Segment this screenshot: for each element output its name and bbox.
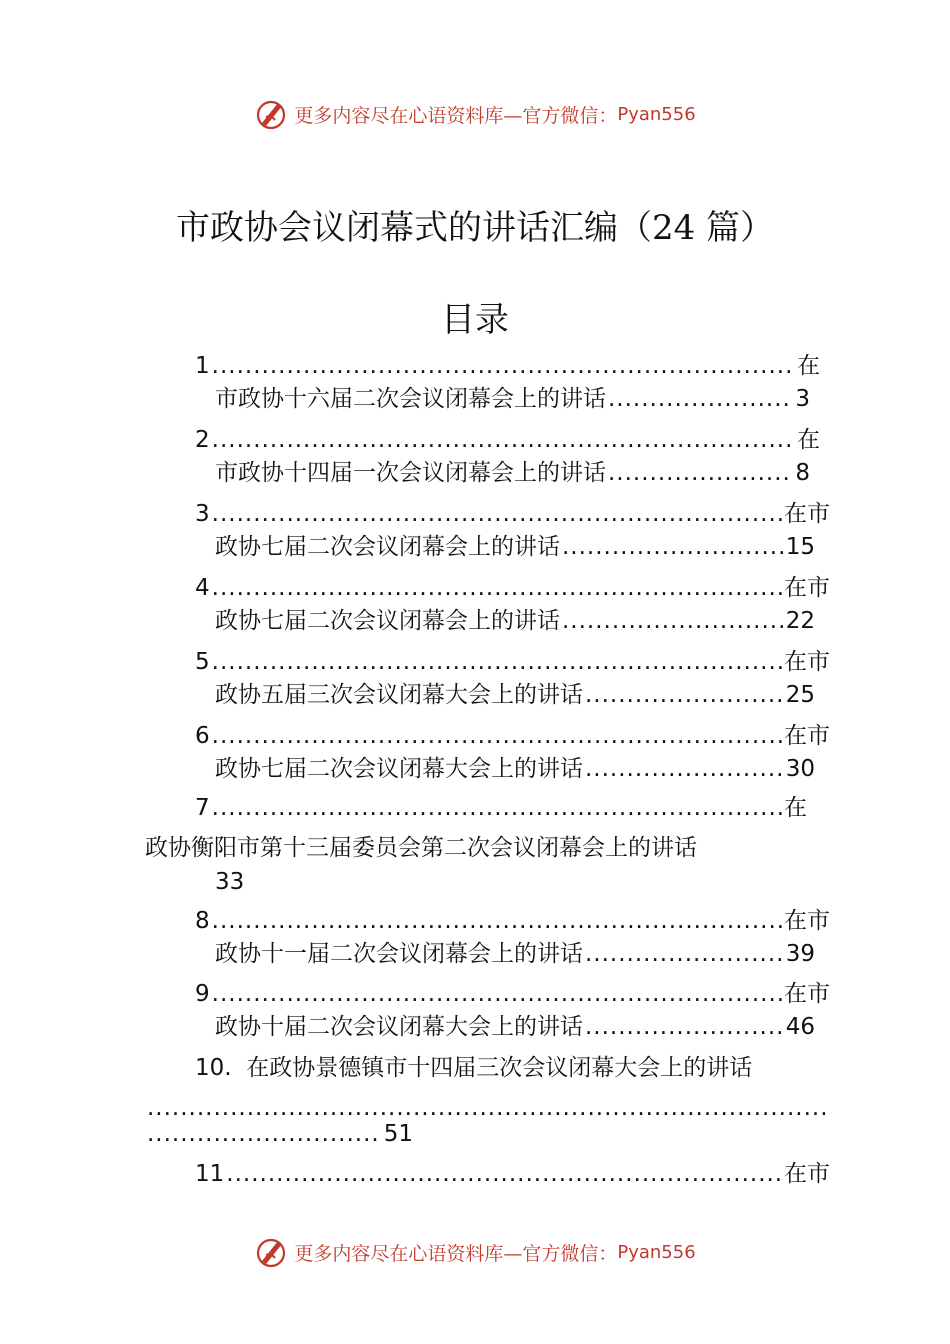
toc-lead: 在市	[784, 501, 830, 527]
dot-leader	[212, 792, 782, 824]
toc-number: 6	[195, 723, 210, 749]
toc-entry-11-line1[interactable]	[195, 1158, 830, 1190]
toc-entry-3-line1[interactable]	[195, 498, 830, 530]
toc-entry-3-line2[interactable]	[215, 531, 815, 563]
toc-entry-4-line2[interactable]	[215, 605, 815, 637]
toc-entry-7-line1[interactable]	[195, 792, 807, 824]
toc-lead: 在市	[784, 723, 830, 749]
dot-leader	[585, 753, 784, 785]
toc-lead: 在	[784, 795, 807, 821]
toc-heading: 目录	[441, 300, 509, 340]
toc-lead: 在市	[784, 575, 830, 601]
dot-leader	[212, 572, 782, 604]
toc-entry-2-line1[interactable]	[195, 424, 820, 456]
toc-entry-8-line1[interactable]	[195, 905, 830, 937]
document-title	[0, 200, 950, 249]
toc-entry-1-line2[interactable]	[215, 383, 810, 415]
toc-number: 3	[195, 501, 210, 527]
dot-leader	[608, 457, 793, 489]
footer-watermark	[0, 1232, 950, 1272]
toc-entry-1-line1[interactable]	[195, 350, 820, 382]
toc-page: 3	[795, 386, 810, 412]
toc-title: 市政协十六届二次会议闭幕会上的讲话	[215, 386, 606, 412]
toc-page: 8	[795, 460, 810, 486]
dot-leader	[212, 498, 782, 530]
toc-number: 5	[195, 649, 210, 675]
toc-lead: 在市	[784, 1161, 830, 1187]
dot-leader	[212, 350, 795, 382]
toc-entry-6-line1[interactable]	[195, 720, 830, 752]
dot-leader	[147, 1118, 382, 1150]
dot-leader	[562, 531, 784, 563]
toc-entry-2-line2[interactable]	[215, 457, 810, 489]
pen-seal-icon	[254, 1235, 288, 1269]
dot-leader	[585, 679, 784, 711]
toc-number: 4	[195, 575, 210, 601]
toc-title: 政协七届二次会议闭幕大会上的讲话	[215, 756, 583, 782]
pen-seal-icon	[254, 97, 288, 131]
title-count: 24	[651, 208, 696, 248]
toc-lead: 在	[797, 427, 820, 453]
toc-lead: 在市	[784, 908, 830, 934]
toc-entry-9-line1[interactable]	[195, 978, 830, 1010]
dot-leader	[585, 1011, 784, 1043]
toc-number: 10.	[195, 1055, 232, 1081]
title-main: 市政协会议闭幕式的讲话汇编（	[175, 208, 652, 248]
watermark-handle: Pyan556	[617, 1241, 696, 1263]
toc-title: 政协七届二次会议闭幕会上的讲话	[215, 534, 560, 560]
toc-lead: 在	[797, 353, 820, 379]
toc-entry-8-line2[interactable]	[215, 938, 815, 970]
toc-title: 政协七届二次会议闭幕会上的讲话	[215, 608, 560, 634]
dot-leader	[585, 938, 784, 970]
toc-number: 9	[195, 981, 210, 1007]
title-end: 篇）	[695, 208, 775, 248]
toc-lead: 在市	[784, 981, 830, 1007]
dot-leader	[562, 605, 784, 637]
toc-entry-5-line1[interactable]	[195, 646, 830, 678]
toc-title: 市政协十四届一次会议闭幕会上的讲话	[215, 460, 606, 486]
toc-entry-10-page-line[interactable]	[145, 1118, 413, 1150]
watermark-text: 更多内容尽在心语资料库—官方微信：	[294, 104, 618, 127]
dot-leader	[226, 1158, 782, 1190]
toc-number: 8	[195, 908, 210, 934]
toc-number: 1	[195, 353, 210, 379]
toc-page: 15	[785, 534, 815, 560]
dot-leader	[212, 646, 782, 678]
toc-entry-7-title[interactable]: 政协衡阳市第十三届委员会第二次会议闭幕会上的讲话	[145, 835, 697, 861]
dot-leader	[212, 424, 795, 456]
toc-number: 2	[195, 427, 210, 453]
toc-page: 51	[383, 1121, 413, 1147]
toc-entry-6-line2[interactable]	[215, 753, 815, 785]
toc-entry-7-page: 33	[215, 869, 245, 895]
toc-title: 在政协景德镇市十四届三次会议闭幕大会上的讲话	[246, 1055, 753, 1081]
toc-title: 政协十一届二次会议闭幕会上的讲话	[215, 941, 583, 967]
dot-leader	[608, 383, 793, 415]
toc-page: 46	[785, 1014, 815, 1040]
toc-title: 政协五届三次会议闭幕大会上的讲话	[215, 682, 583, 708]
toc-title: 政协十届二次会议闭幕大会上的讲话	[215, 1014, 583, 1040]
watermark-text: 更多内容尽在心语资料库—官方微信：	[294, 1242, 618, 1265]
toc-entry-4-line1[interactable]	[195, 572, 830, 604]
toc-page: 30	[785, 756, 815, 782]
toc-lead: 在市	[784, 649, 830, 675]
toc-page: 25	[785, 682, 815, 708]
toc-entry-5-line2[interactable]	[215, 679, 815, 711]
toc-page: 22	[785, 608, 815, 634]
dot-leader	[212, 720, 782, 752]
toc-number: 11	[195, 1161, 225, 1187]
toc-page: 39	[785, 941, 815, 967]
watermark-handle: Pyan556	[617, 103, 696, 125]
toc-entry-10-title-line[interactable]	[195, 1052, 752, 1084]
header-watermark	[0, 94, 950, 134]
dot-leader	[212, 978, 782, 1010]
toc-entry-9-line2[interactable]	[215, 1011, 815, 1043]
toc-number: 7	[195, 795, 210, 821]
dot-leader	[212, 905, 782, 937]
